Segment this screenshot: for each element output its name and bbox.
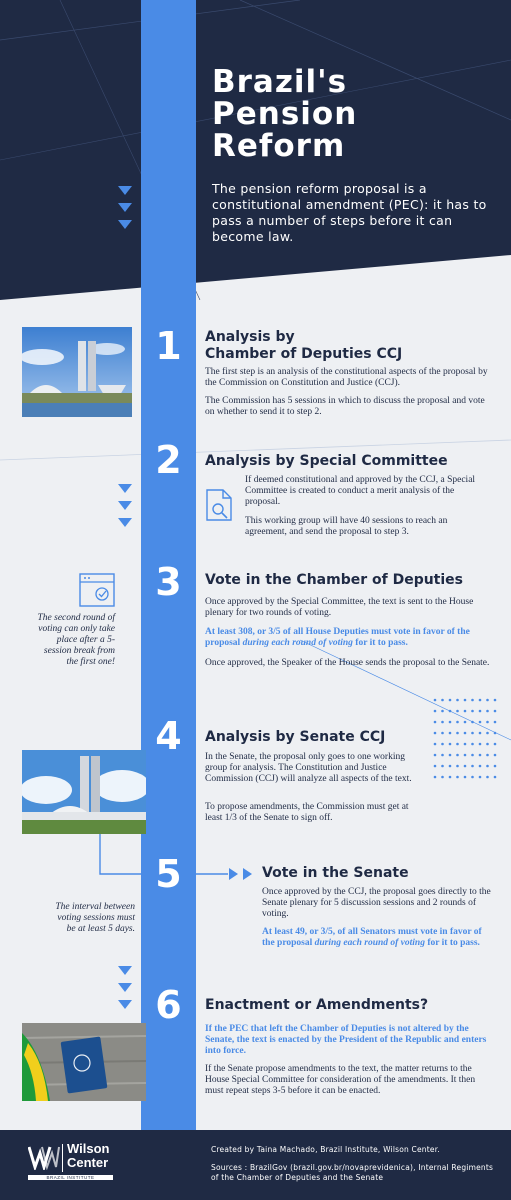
decoration-dot bbox=[471, 721, 474, 724]
down-arrow-icon bbox=[118, 484, 132, 493]
down-arrow-icon bbox=[118, 501, 132, 510]
logo-subtitle: BRAZIL INSTITUTE bbox=[28, 1175, 113, 1180]
intro-text: The pension reform proposal is a constitutional amendment (PEC): it has to pass a number of steps before it can become law. bbox=[212, 181, 487, 244]
decoration-dot bbox=[449, 721, 452, 724]
decoration-dot bbox=[494, 721, 497, 724]
decoration-dot bbox=[471, 754, 474, 757]
down-arrow-icon bbox=[118, 220, 132, 229]
wilson-center-logo-icon bbox=[28, 1144, 60, 1170]
step-title: Vote in the Chamber of Deputies bbox=[205, 572, 463, 588]
step-paragraph: The Commission has 5 sessions in which to discuss the proposal and vote on whether to send it to step 2. bbox=[205, 396, 485, 417]
decoration-dot bbox=[434, 765, 437, 768]
step-highlight: If the PEC that left the Chamber of Deputies is not altered by the Senate, the text is enacted by the President of the Republic and enters into force. bbox=[205, 1024, 487, 1056]
title-line: Brazil's bbox=[212, 64, 348, 100]
title-line: Pension bbox=[212, 96, 358, 132]
decoration-dot bbox=[471, 710, 474, 713]
decoration-dot bbox=[456, 710, 459, 713]
title-line: Reform bbox=[212, 128, 346, 164]
step-highlight bbox=[262, 927, 492, 949]
highlight-text: At least 49, or 3/5, of all Senators must vote in favor of the proposal bbox=[262, 927, 482, 948]
logo-word: Wilson bbox=[67, 1141, 110, 1156]
decoration-dot bbox=[441, 710, 444, 713]
decoration-dot bbox=[494, 754, 497, 757]
step-title-line: Analysis by bbox=[205, 329, 295, 345]
decoration-dot bbox=[486, 699, 489, 702]
decoration-dot bbox=[479, 776, 482, 779]
step-title bbox=[205, 329, 495, 363]
highlight-emphasis: during each round of voting bbox=[314, 938, 425, 948]
decoration-dot bbox=[441, 765, 444, 768]
decoration-dot bbox=[479, 765, 482, 768]
highlight-text: At least 308, or 3/5 of all House Deputies must vote in favor of the proposal bbox=[205, 627, 470, 648]
decoration-dot bbox=[441, 699, 444, 702]
congress-photo bbox=[22, 327, 132, 417]
decoration-dot bbox=[449, 776, 452, 779]
decoration-dot bbox=[479, 710, 482, 713]
highlight-text: for it to pass. bbox=[424, 938, 480, 948]
step-title-line: Chamber of Deputies CCJ bbox=[205, 346, 403, 362]
logo-divider bbox=[62, 1144, 63, 1172]
sources-text: Sources : BrazilGov (brazil.gov.br/novaprevidenica), Internal Regiments of the Chamber of Deputies and the Senate bbox=[211, 1163, 494, 1182]
decoration-dot bbox=[464, 754, 467, 757]
decoration-dot bbox=[464, 721, 467, 724]
decoration-dot bbox=[494, 776, 497, 779]
down-arrow-icon bbox=[118, 203, 132, 212]
decoration-dot bbox=[456, 776, 459, 779]
down-arrow-icon bbox=[118, 966, 132, 975]
credit-text: Created by Taina Machado, Brazil Institute, Wilson Center. bbox=[211, 1145, 440, 1154]
decoration-dot bbox=[441, 721, 444, 724]
down-arrow-icon bbox=[118, 186, 132, 195]
step-number: 4 bbox=[155, 714, 182, 758]
step-paragraph: Once approved, the Speaker of the House sends the proposal to the Senate. bbox=[205, 658, 490, 668]
decoration-dot bbox=[464, 699, 467, 702]
decoration-dot bbox=[434, 721, 437, 724]
decoration-dot bbox=[456, 754, 459, 757]
step-paragraph: Once approved by the CCJ, the proposal goes directly to the Senate plenary for 5 discussion sessions and 2 rounds of voting. bbox=[262, 887, 491, 919]
decoration-dot bbox=[449, 699, 452, 702]
step-paragraph: If deemed constitutional and approved by the CCJ, a Special Committee is created to conduct a merit analysis of the proposal. bbox=[245, 475, 476, 507]
step-paragraph: The first step is an analysis of the constitutional aspects of the proposal by the Commission on Constitution and Justice (CCJ). bbox=[205, 367, 488, 388]
down-arrow-icon bbox=[118, 983, 132, 992]
decoration-dot bbox=[494, 699, 497, 702]
step-paragraph: To propose amendments, the Commission must get at least 1/3 of the Senate to sign off. bbox=[205, 802, 409, 823]
document-search-icon bbox=[203, 488, 237, 524]
decoration-dot bbox=[441, 776, 444, 779]
step-paragraph: This working group will have 40 sessions to reach an agreement, and send the proposal to step 3. bbox=[245, 516, 448, 537]
decoration-dot bbox=[464, 710, 467, 713]
step-number: 5 bbox=[155, 852, 182, 896]
calendar-check-icon bbox=[78, 572, 116, 608]
decoration-dot bbox=[434, 699, 437, 702]
decoration-dot bbox=[449, 765, 452, 768]
page-title bbox=[212, 66, 492, 162]
decoration-dot bbox=[479, 699, 482, 702]
step-title: Enactment or Amendments? bbox=[205, 997, 429, 1013]
decoration-dot bbox=[471, 765, 474, 768]
step-number: 1 bbox=[155, 324, 182, 368]
flag-and-card-photo bbox=[22, 1023, 146, 1101]
down-arrow-icon bbox=[118, 1000, 132, 1009]
decoration-dot bbox=[486, 765, 489, 768]
right-arrow-icon bbox=[243, 868, 252, 880]
step-number: 2 bbox=[155, 438, 182, 482]
decoration-dot bbox=[434, 754, 437, 757]
decoration-dot bbox=[464, 765, 467, 768]
decoration-dot bbox=[486, 710, 489, 713]
decoration-dot bbox=[494, 710, 497, 713]
logo-word: Center bbox=[67, 1155, 109, 1170]
decoration-dot bbox=[449, 754, 452, 757]
step-paragraph: Once approved by the Special Committee, the text is sent to the House plenary for two rounds of voting. bbox=[205, 597, 474, 618]
decoration-dot bbox=[494, 765, 497, 768]
side-note: The interval between voting sessions must be at least 5 days. bbox=[55, 902, 135, 934]
decoration-dot bbox=[464, 776, 467, 779]
decoration-dot bbox=[471, 776, 474, 779]
senate-photo bbox=[22, 750, 146, 834]
down-arrow-icon bbox=[118, 518, 132, 527]
decoration-dot bbox=[479, 721, 482, 724]
step-highlight bbox=[205, 627, 490, 649]
logo-wordmark bbox=[67, 1142, 110, 1170]
highlight-emphasis: during each round of voting bbox=[242, 638, 353, 648]
decoration-dot bbox=[486, 754, 489, 757]
step-title: Vote in the Senate bbox=[262, 865, 409, 881]
decoration-dot bbox=[441, 754, 444, 757]
decoration-dot bbox=[486, 776, 489, 779]
step-title: Analysis by Special Committee bbox=[205, 453, 448, 469]
decoration-dot bbox=[456, 721, 459, 724]
decoration-dot bbox=[456, 765, 459, 768]
step-paragraph: In the Senate, the proposal only goes to one working group for analysis. The Constitution and Justice Commission (CCJ) will analyze all aspects of the text. bbox=[205, 752, 412, 784]
step-number: 3 bbox=[155, 560, 182, 604]
decoration-dot bbox=[449, 710, 452, 713]
decoration-dot bbox=[479, 754, 482, 757]
side-note: The second round of voting can only take place after a 5-session break from the first one! bbox=[37, 613, 115, 667]
step-number: 6 bbox=[155, 983, 182, 1027]
decoration-dot bbox=[456, 699, 459, 702]
step-title: Analysis by Senate CCJ bbox=[205, 729, 386, 745]
highlight-text: for it to pass. bbox=[352, 638, 408, 648]
right-arrow-icon bbox=[229, 868, 238, 880]
decoration-dot bbox=[434, 776, 437, 779]
decoration-dot bbox=[434, 710, 437, 713]
footer bbox=[0, 1130, 511, 1200]
decoration-dot bbox=[486, 721, 489, 724]
decoration-dot bbox=[471, 699, 474, 702]
step-paragraph: If the Senate propose amendments to the text, the matter returns to the House Special Committee for consideration of the amendments. It then must repeat steps 3-5 before it can be enacted. bbox=[205, 1064, 476, 1096]
